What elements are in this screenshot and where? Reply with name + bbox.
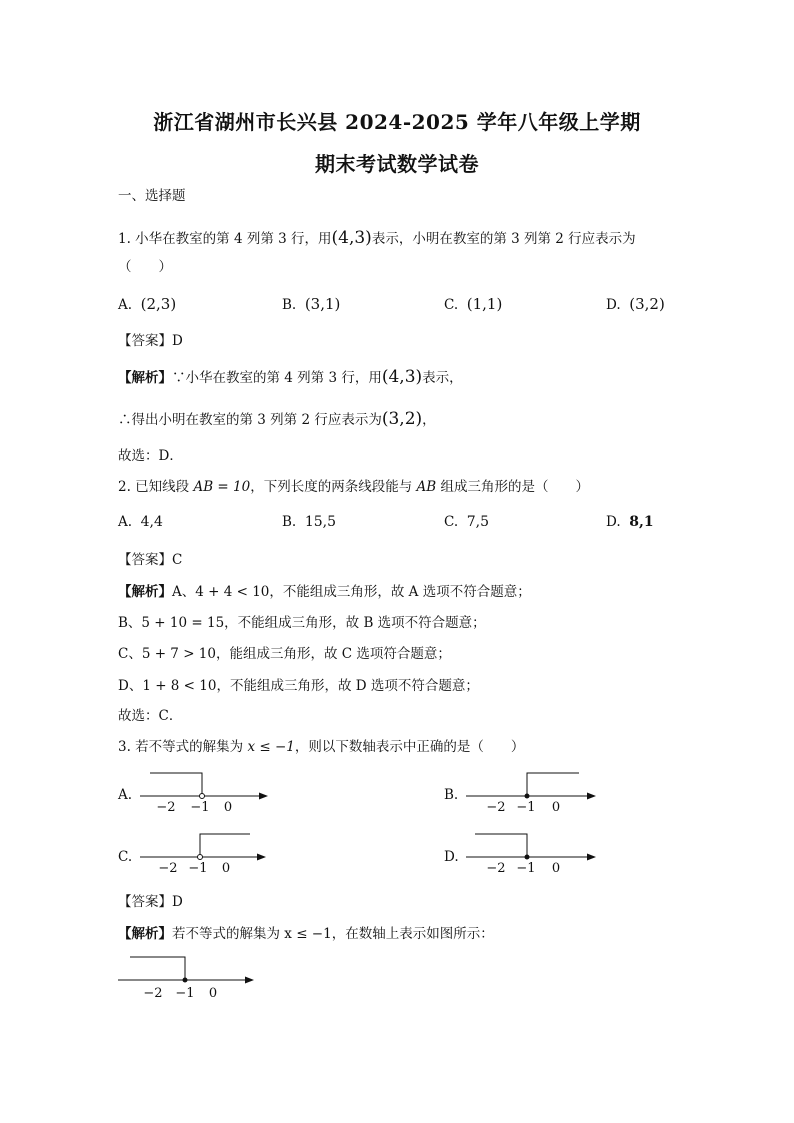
q3-answer: 【答案】D [118, 894, 183, 910]
q1-conclusion: 故选：D． [118, 448, 183, 464]
q2-analysis-d: D、1 + 8 < 10，不能组成三角形，故 D 选项不符合题意； [118, 678, 479, 694]
analysis-coord: (4,3) [381, 367, 423, 387]
q2-stem-ab: AB [416, 479, 437, 495]
tick-label: 0 [551, 800, 561, 815]
analysis-text: ∴得出小明在教室的第 3 列第 2 行应表示为 [118, 412, 382, 428]
q3-option-b-number-line [466, 768, 601, 822]
q3-stem-b: ，则以下数轴表示中正确的是（ ） [294, 739, 525, 755]
option-value: 4,4 [140, 514, 163, 530]
q1-option-d [606, 295, 665, 314]
solution-bracket [200, 834, 250, 857]
q1-blank: （ ） [118, 259, 172, 275]
analysis-text: 若不等式的解集为 x ≤ −1，在数轴上表示如图所示： [172, 926, 494, 942]
q1-stem-text: 1. 小华在教室的第 4 列第 3 行，用 [118, 231, 332, 247]
axis-arrow [257, 854, 266, 861]
q1-option-b [282, 295, 340, 314]
solution-bracket [527, 773, 579, 796]
option-value: (3,1) [304, 295, 341, 313]
q2-conclusion: 故选：C． [118, 708, 183, 724]
q2-stem-a: 2. 已知线段 [118, 479, 190, 495]
analysis-label: 【解析】 [118, 584, 172, 600]
q2-stem-b: ，下列长度的两条线段能与 [250, 479, 413, 495]
option-label: C. [444, 514, 459, 530]
tick-label: −1 [190, 800, 210, 815]
option-label: B. [282, 514, 297, 530]
q1-option-a [118, 295, 176, 314]
exam-title-line2: 期末考试数学试卷 [315, 152, 479, 176]
tick-label: −2 [486, 861, 506, 876]
q2-stem-c: 组成三角形的是（ ） [440, 479, 589, 495]
q2-option-a [118, 513, 163, 531]
tick-label: 0 [208, 986, 218, 1001]
open-point [200, 794, 205, 799]
q3-analysis-number-line [118, 952, 263, 1006]
q3-option-c-label: C. [118, 849, 133, 865]
axis-arrow [245, 977, 254, 984]
q3-stem-math: x ≤ −1 [247, 739, 295, 755]
q3-analysis [118, 925, 494, 943]
q1-analysis-2 [118, 410, 436, 429]
analysis-text: A、4 + 4 < 10，不能组成三角形，故 A 选项不符合题意； [172, 584, 531, 600]
analysis-label: 【解析】 [118, 370, 172, 386]
q3-option-a-number-line [140, 768, 275, 822]
axis-arrow [587, 793, 596, 800]
q2-stem [118, 478, 589, 496]
option-label: A. [118, 297, 133, 313]
tick-label: 0 [223, 800, 233, 815]
q2-option-d [606, 513, 654, 531]
tick-label: −2 [158, 861, 178, 876]
q3-option-a-label: A. [118, 787, 133, 803]
option-label: C. [444, 297, 459, 313]
q3-option-c-number-line [140, 829, 275, 883]
option-label: A. [118, 514, 133, 530]
option-label: B. [282, 297, 297, 313]
exam-title-line1: 浙江省湖州市长兴县 2024-2025 学年八年级上学期 [153, 110, 641, 134]
q2-analysis-c: C、5 + 7 > 10，能组成三角形，故 C 选项符合题意； [118, 646, 451, 662]
q3-option-d-number-line [466, 829, 601, 883]
analysis-coord: (3,2) [381, 409, 423, 429]
q3-stem-a: 3. 若不等式的解集为 [118, 739, 244, 755]
q1-option-c [444, 295, 502, 314]
q3-option-d-label: D. [444, 849, 459, 865]
q1-analysis-1 [118, 368, 463, 387]
option-label: D. [606, 297, 621, 313]
q1-answer: 【答案】D [118, 333, 183, 349]
tick-label: 0 [551, 861, 561, 876]
tick-label: −1 [516, 861, 536, 876]
tick-label: −1 [516, 800, 536, 815]
solution-bracket [150, 773, 202, 796]
section-heading: 一、选择题 [118, 188, 186, 204]
closed-point [525, 794, 530, 799]
option-value: (1,1) [466, 295, 503, 313]
q2-analysis-b: B、5 + 10 = 15，不能组成三角形，故 B 选项不符合题意； [118, 615, 486, 631]
q1-coord: (4,3) [331, 228, 372, 248]
tick-label: −1 [175, 986, 195, 1001]
q2-option-b [282, 513, 336, 531]
option-value: (2,3) [140, 295, 177, 313]
option-value: 7,5 [466, 514, 489, 530]
tick-label: −2 [156, 800, 176, 815]
q3-stem [118, 738, 524, 756]
open-point [198, 855, 203, 860]
option-value: 15,5 [304, 514, 336, 530]
analysis-text-end: ， [422, 412, 436, 428]
q1-stem [118, 229, 636, 248]
q2-analysis-a [118, 583, 531, 601]
option-label: D. [606, 514, 621, 530]
analysis-text: ∵小华在教室的第 4 列第 3 行，用 [172, 370, 382, 386]
option-value: (3,2) [629, 295, 665, 313]
tick-label: −1 [188, 861, 208, 876]
axis-arrow [259, 793, 268, 800]
q3-option-b-label: B. [444, 787, 459, 803]
tick-label: −2 [486, 800, 506, 815]
solution-bracket [475, 834, 527, 857]
closed-point [183, 978, 188, 983]
q2-option-c [444, 513, 489, 531]
q2-answer: 【答案】C [118, 552, 183, 568]
analysis-text-end: 表示， [422, 370, 463, 386]
solution-bracket [130, 957, 185, 980]
closed-point [525, 855, 530, 860]
tick-label: 0 [221, 861, 231, 876]
analysis-label: 【解析】 [118, 926, 172, 942]
tick-label: −2 [143, 986, 163, 1001]
option-value: 8,1 [629, 514, 654, 530]
axis-arrow [587, 854, 596, 861]
q1-stem-end: 表示，小明在教室的第 3 列第 2 行应表示为 [371, 231, 636, 247]
q2-stem-math: AB = 10 [193, 479, 251, 495]
